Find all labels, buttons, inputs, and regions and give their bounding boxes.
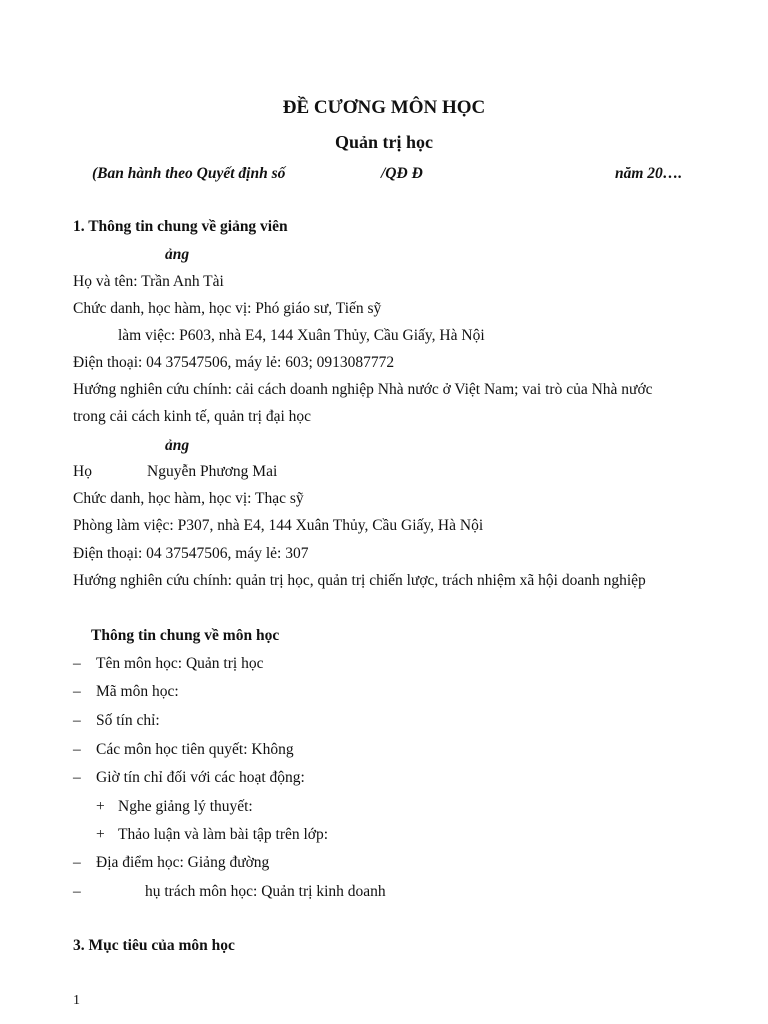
lecturer-2-phone: Điện thoại: 04 37547506, máy lẻ: 307 [73,545,309,562]
list-bullet: – [73,883,81,900]
lecturer-1-name: Họ và tên: Trần Anh Tài [73,273,224,290]
lecturer-2-office: Phòng làm việc: P307, nhà E4, 144 Xuân Thủy, Cầu Giấy, Hà Nội [73,517,484,534]
page-number: 1 [73,993,80,1008]
document-title: ĐỀ CƯƠNG MÔN HỌC [282,97,486,118]
list-item-course-name: Tên môn học: Quản trị học [96,655,264,672]
list-bullet: – [73,655,81,672]
lecturer-2-title: Chức danh, học hàm, học vị: Thạc sỹ [73,490,304,507]
decree-prefix: (Ban hành theo Quyết định số [92,165,286,182]
lecturer-2-name: Nguyễn Phương Mai [147,463,278,480]
list-item-prerequisites: Các môn học tiên quyết: Không [96,741,294,758]
list-item-course-code: Mã môn học: [96,683,179,700]
lecturer-1-subheading: ảng [165,246,190,263]
lecturer-2-name-label: Họ [73,463,92,480]
list-item-department: hụ trách môn học: Quản trị kinh doanh [145,883,386,900]
list-bullet: – [73,683,81,700]
list-item-credit-hours: Giờ tín chỉ đối với các hoạt động: [96,769,305,786]
list-bullet: – [73,769,81,786]
section-2-heading: Thông tin chung về môn học [91,627,280,644]
list-item-credits: Số tín chỉ: [96,712,160,729]
decree-number: /QĐ Đ [381,165,423,182]
list-item-location: Địa điểm học: Giảng đường [96,854,270,871]
lecturer-1-title: Chức danh, học hàm, học vị: Phó giáo sư, Tiến sỹ [73,300,382,317]
lecturer-2-research: Hướng nghiên cứu chính: quản trị học, quản trị chiến lược, trách nhiệm xã hội doanh nghiệp [73,572,646,589]
lecturer-2-subheading: ảng [165,437,190,454]
list-bullet: – [73,712,81,729]
list-bullet: – [73,741,81,758]
sublist-bullet: + [96,798,105,815]
decree-year: năm 20…. [615,165,683,182]
sublist-bullet: + [96,826,105,843]
sublist-item-discussion: Thảo luận và làm bài tập trên lớp: [118,826,329,843]
sublist-item-lecture: Nghe giảng lý thuyết: [118,798,253,815]
lecturer-1-research-line-2: trong cải cách kinh tế, quản trị đại học [73,408,312,425]
section-1-heading: 1. Thông tin chung về giảng viên [73,218,288,235]
lecturer-1-research-line-1: Hướng nghiên cứu chính: cải cách doanh nghiệp Nhà nước ở Việt Nam; vai trò của Nhà nước [73,381,653,398]
course-name: Quản trị học [334,132,433,152]
section-3-heading: 3. Mục tiêu của môn học [73,937,235,954]
lecturer-1-phone: Điện thoại: 04 37547506, máy lẻ: 603; 0913087772 [73,354,395,371]
lecturer-1-office: làm việc: P603, nhà E4, 144 Xuân Thủy, Cầu Giấy, Hà Nội [118,327,485,344]
list-bullet: – [73,854,81,871]
